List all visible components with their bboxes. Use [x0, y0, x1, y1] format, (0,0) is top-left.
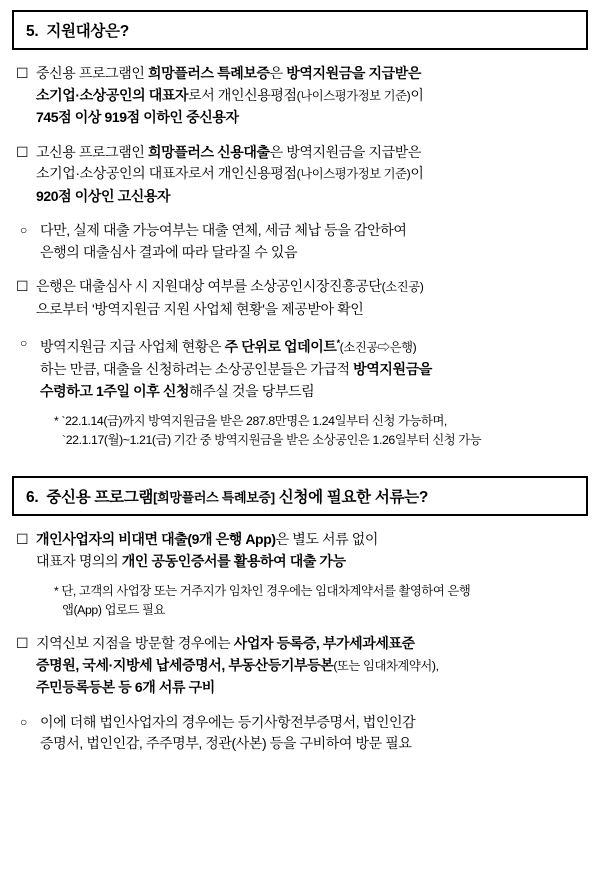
list-item-text: [36, 276, 584, 320]
list-item-text: [36, 142, 584, 208]
list-item-text: [36, 63, 584, 129]
text-run: 중신용 프로그램인: [36, 65, 148, 81]
text-run: 방역지원금 지급 사업체 현황은: [40, 338, 225, 355]
checkbox-icon: ☐: [16, 278, 29, 294]
text-run: 로서 개인신용평점: [188, 86, 297, 103]
text-run: 희망플러스 신용대출: [147, 143, 270, 160]
text-run: 수령하고 1주일 이후 신청: [40, 382, 190, 399]
section-title: 지원대상은?: [46, 23, 129, 40]
footnote-line: * 단, 고객의 사업장 또는 거주지가 임차인 경우에는 임대차계약서를 촬영하여 은행: [54, 584, 471, 599]
footnote: [54, 582, 584, 620]
text-run: 방역지원금을 지급받은: [286, 65, 421, 81]
text-run: 이에 더해 법인사업자의 경우에는 등기사항전부증명서, 법인인감: [40, 713, 416, 730]
text-run: 해주실 것을 당부드림: [189, 382, 315, 399]
text-run: 745점 이상 919점 이하인 중신용자: [36, 109, 239, 125]
text-run: (소진공⇨은행): [339, 340, 417, 355]
text-run: (나이스평가정보 기준): [296, 88, 411, 103]
footnote-line: 앱(App) 업로드 필요: [62, 603, 165, 618]
text-run: (9개 은행 App): [187, 531, 276, 548]
text-run: (또는 임대차계약서),: [333, 658, 439, 673]
text-run: 방역지원금을: [353, 361, 432, 378]
list-item: [16, 220, 584, 263]
text-run: 은 별도 서류 없이: [275, 531, 378, 548]
text-run: 소기업·소상공인의 대표자: [36, 86, 189, 103]
text-run: 은행의 대출심사 결과에 따라 달라질 수 있음: [40, 243, 298, 260]
bullet-circle-icon: ○: [20, 714, 28, 729]
text-run: 희망플러스 특례보증: [147, 65, 270, 81]
document-page: [0, 10, 600, 874]
text-run: 대표자 명의의: [36, 552, 122, 569]
checkbox-icon: ☐: [16, 65, 29, 81]
text-run: 은행은 대출심사 시 지원대상 여부를 소상공인시장진흥공단: [36, 278, 382, 294]
list-item: [16, 333, 584, 402]
text-run: 920점 이상인 고신용자: [36, 187, 171, 204]
section-title-part: 신청에 필요한 서류는?: [274, 489, 429, 507]
text-run: 은: [269, 65, 287, 81]
footnote-line: * `22.1.14(금)까지 방역지원금을 받은 287.8만명은 1.24일부터 신청 가능하며,: [54, 414, 447, 429]
list-item: [16, 142, 584, 208]
text-run: 하는 만큼, 대출을 신청하려는 소상공인분들은 가급적: [40, 361, 354, 378]
text-run: 개인사업자의 비대면 대출: [36, 531, 188, 548]
list-item: [16, 529, 584, 572]
text-run: 개인 공동인증서를 활용하여 대출 가능: [121, 552, 346, 569]
section-header-6: [12, 476, 588, 516]
list-item: [16, 63, 584, 129]
list-item-text: [36, 633, 584, 699]
text-run: 주 단위로 업데이트: [224, 338, 337, 355]
text-run: 이: [410, 165, 424, 181]
section-6-body: [16, 529, 584, 755]
text-run: 지역신보 지점을 방문할 경우에는: [36, 635, 234, 652]
footnote-line: `22.1.17(월)~1.21(금) 기간 중 방역지원금을 받은 소상공인은 1.26일부터 신청 가능: [62, 433, 482, 448]
section-gap: [0, 450, 600, 466]
text-run: 주민등록등본 등 6개 서류 구비: [36, 679, 215, 696]
checkbox-icon: ☐: [16, 143, 29, 160]
section-number: 5.: [26, 23, 39, 40]
text-run: 은 방역지원금을 지급받은: [269, 143, 421, 160]
section-header-5: [12, 10, 588, 50]
checkbox-icon: ☐: [16, 531, 29, 548]
list-item: [16, 633, 584, 699]
text-run: (소진공): [381, 280, 424, 294]
text-run: 증명서, 법인인감, 주주명부, 정관(사본) 등을 구비하여 방문 필요: [40, 735, 412, 752]
bullet-circle-icon: ○: [20, 336, 28, 350]
text-run: 다만, 실제 대출 가능여부는 대출 연체, 세금 체납 등을 감안하여: [40, 222, 407, 238]
section-number: 6.: [26, 489, 39, 507]
checkbox-icon: ☐: [16, 635, 29, 652]
text-run: 증명원, 국세·지방세 납세증명서, 부동산등기부등본: [36, 656, 334, 673]
text-run: 사업자 등록증, 부가세과세표준: [233, 635, 415, 652]
footnote: [54, 412, 584, 450]
footnote-marker: *: [336, 338, 340, 348]
list-item-text: [40, 333, 584, 402]
section-title-part: 중신용 프로그램: [46, 489, 154, 507]
text-run: (나이스평가정보 기준): [296, 167, 411, 181]
text-run: 소기업·소상공인의 대표자로서 개인신용평점: [36, 165, 297, 181]
list-item-text: [40, 712, 584, 755]
list-item-text: [36, 529, 584, 572]
section-title-part: [희망플러스 특례보증]: [153, 490, 275, 506]
bullet-circle-icon: ○: [20, 223, 28, 237]
text-run: 고신용 프로그램인: [36, 143, 148, 160]
list-item: [16, 712, 584, 755]
text-run: 으로부터 '방역지원금 지원 사업체 현황'을 제공받아 확인: [36, 300, 364, 317]
list-item-text: [40, 220, 584, 263]
section-5-body: [16, 63, 584, 450]
list-item: [16, 276, 584, 320]
text-run: 이: [410, 86, 424, 103]
